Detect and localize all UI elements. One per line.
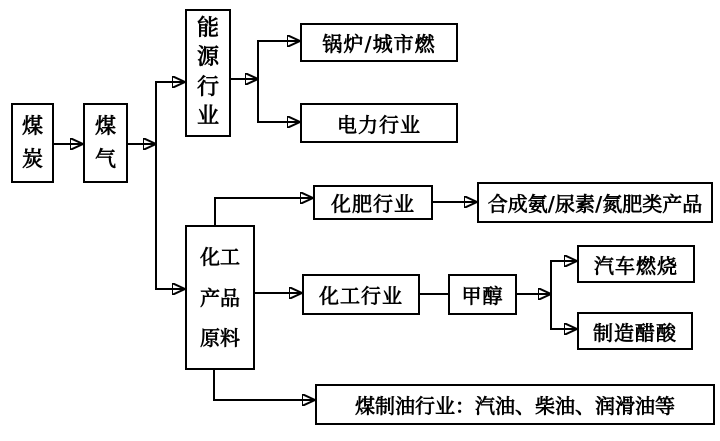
node-chemical-raw-material (185, 225, 255, 370)
node-vehicle-fuel-label: 汽车燃烧 (594, 253, 678, 278)
node-chemical-industry (302, 274, 420, 315)
node-power-industry (300, 103, 458, 143)
node-coal-line-2: 炭 (22, 146, 43, 171)
node-methanol (448, 274, 517, 315)
edge-chemical-raw-to-coal-to-oil (214, 370, 315, 400)
node-coal-line-1: 煤 (22, 114, 43, 139)
node-coal (11, 103, 54, 183)
node-coal-gas-line-2: 气 (95, 146, 116, 171)
node-vehicle-fuel (577, 245, 695, 283)
node-coal-to-oil-label: 煤制油行业：汽油、柴油、润滑油等 (355, 394, 675, 418)
edge-splitter-to-boiler (258, 41, 300, 79)
node-chemical-industry-label: 化工行业 (319, 284, 403, 308)
edge-splitter-to-power (258, 79, 300, 122)
node-energy-industry-line-2: 源 (196, 45, 219, 71)
node-energy-industry (185, 9, 231, 137)
edge-splitter-to-acetic-acid (551, 294, 577, 329)
node-energy-industry-line-1: 能 (196, 16, 219, 42)
node-coal-gas-line-1: 煤 (95, 114, 116, 139)
node-coal-to-oil (315, 384, 715, 425)
edge-chemical-raw-to-fertilizer (215, 198, 313, 225)
node-chemical-raw-material-line-3: 原料 (200, 325, 240, 350)
edge-splitter-to-vehicle-fuel (551, 261, 577, 294)
node-energy-industry-line-4: 业 (196, 103, 219, 129)
node-power-industry-label: 电力行业 (337, 112, 421, 137)
node-coal-gas (83, 103, 128, 183)
node-chemical-raw-material-line-2: 产品 (200, 285, 240, 310)
edge-splitter-to-energy-industry (156, 82, 185, 144)
node-acetic-acid-label: 制造醋酸 (593, 320, 677, 345)
node-fertilizer-industry-label: 化肥行业 (331, 192, 415, 216)
node-boiler-city-fuel-label: 锅炉/城市燃 (322, 32, 436, 56)
node-acetic-acid (577, 312, 693, 350)
node-fertilizer-industry (313, 185, 433, 220)
node-chemical-raw-material-line-1: 化工 (200, 245, 240, 270)
node-nitrogen-products-label: 合成氨/尿素/氮肥类产品 (487, 192, 703, 216)
edge-splitter-to-chemical-raw (156, 144, 185, 289)
node-nitrogen-products (477, 182, 713, 223)
node-energy-industry-line-3: 行 (196, 74, 219, 100)
node-methanol-label: 甲醇 (461, 284, 504, 308)
node-boiler-city-fuel (300, 23, 458, 62)
